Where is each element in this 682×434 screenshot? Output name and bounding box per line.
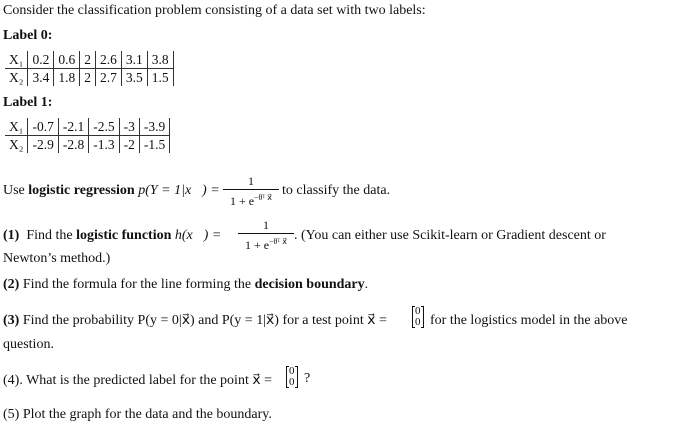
use-line: Use logistic regression p(Y = 1|x⃗) =: [3, 183, 220, 198]
table-cell: 3.5: [121, 69, 147, 87]
table-cell: -1.3: [89, 136, 119, 154]
label1-table: [5, 118, 170, 153]
row-header: X₁: [5, 51, 28, 69]
table-cell: 3.4: [28, 69, 54, 87]
row-header: X₁: [5, 118, 28, 136]
q4-line: (4). What is the predicted label for the point x⃗ =: [3, 373, 273, 388]
use-fraction: 1 $1 + e^{-\theta ᵀ x⃗}$: [223, 175, 279, 208]
q4-vector: 0 0: [286, 366, 298, 388]
row-header: X₂: [5, 69, 28, 87]
table-cell: -2.5: [89, 118, 119, 136]
q3-post: for the logistics model in the above: [430, 313, 628, 328]
q1-cont: Newton’s method.): [3, 251, 111, 266]
table-row: [5, 118, 170, 136]
q4-post: ?: [304, 371, 311, 386]
table-cell: 2.6: [95, 51, 121, 69]
table-cell: 0.6: [54, 51, 80, 69]
table-cell: 1.5: [147, 69, 173, 87]
table-cell: 2: [80, 51, 96, 69]
q2-line: (2) Find the formula for the line forming the decision boundary.: [3, 277, 369, 292]
label0-table: [5, 51, 174, 86]
table-row: [5, 136, 170, 154]
q1-line: (1) Find the logistic function h(x⃗) =: [3, 228, 222, 243]
table-cell: 0.2: [28, 51, 54, 69]
q1-fraction: 1 $1 + e^{-\theta ᵀ x⃗}$: [238, 219, 294, 252]
table-row: [5, 51, 173, 69]
q3-vector: 0 0: [412, 306, 424, 328]
table-cell: 2: [80, 69, 96, 87]
q1-post: . (You can either use Scikit-learn or Gradient descent or: [294, 228, 606, 243]
table-cell: 3.1: [121, 51, 147, 69]
table-cell: -3: [119, 118, 139, 136]
use-post: to classify the data.: [282, 183, 391, 198]
label1-title: Label 1:: [3, 95, 53, 110]
table-cell: -2.1: [58, 118, 88, 136]
q3-line: (3) Find the probability P(y = 0|x⃗) and P(y = 1|x⃗) for a test point x⃗ =: [3, 313, 387, 328]
table-cell: 3.8: [147, 51, 173, 69]
intro-text: Consider the classification problem consisting of a data set with two labels:: [3, 3, 426, 18]
table-cell: -1.5: [139, 136, 169, 154]
row-header: X₂: [5, 136, 28, 154]
table-cell: 2.7: [95, 69, 121, 87]
label0-title: Label 0:: [3, 28, 53, 43]
table-cell: -2.8: [58, 136, 88, 154]
table-cell: -2: [119, 136, 139, 154]
table-cell: 1.8: [54, 69, 80, 87]
table-cell: -2.9: [28, 136, 58, 154]
table-cell: -0.7: [28, 118, 58, 136]
table-cell: -3.9: [139, 118, 169, 136]
q3-cont: question.: [3, 337, 54, 352]
q5-line: (5) Plot the graph for the data and the boundary.: [3, 407, 272, 422]
table-row: [5, 69, 173, 87]
